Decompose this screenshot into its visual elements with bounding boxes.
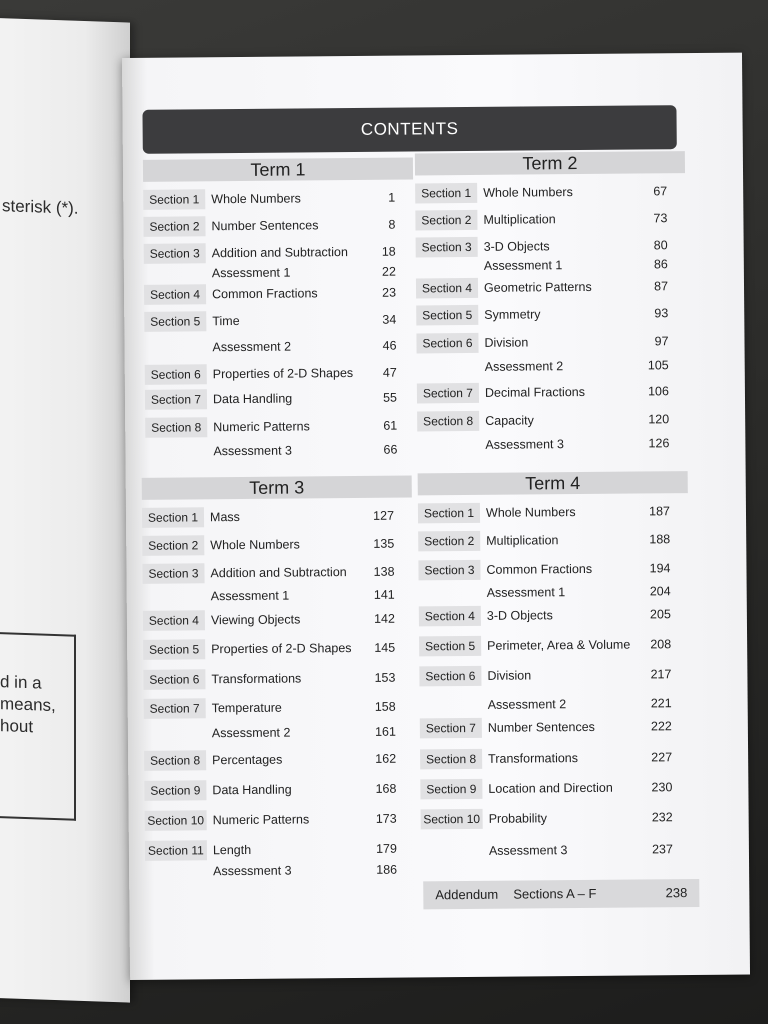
toc-row[interactable] (145, 808, 415, 832)
toc-row[interactable] (142, 533, 412, 557)
toc-row[interactable] (142, 505, 412, 529)
section-label: Section 7 (145, 389, 207, 410)
toc-entry-title: Assessment 1 (210, 588, 290, 604)
section-label: Section 1 (418, 503, 480, 524)
toc-page-number: 47 (382, 365, 397, 380)
section-label: Section 8 (417, 411, 479, 432)
toc-entry-title: Perimeter, Area & Volume (487, 637, 631, 653)
toc-page-number: 127 (373, 508, 395, 523)
toc-entry-title: Division (484, 335, 529, 350)
toc-row[interactable] (419, 664, 689, 688)
section-label: Section 3 (142, 563, 204, 584)
toc-entry-title: Whole Numbers (211, 191, 301, 207)
toc-row[interactable] (419, 604, 689, 628)
section-label: Section 11 (145, 840, 207, 861)
section-label: Section 1 (143, 189, 205, 210)
section-label: Section 10 (421, 809, 483, 830)
toc-entry-title: Assessment 1 (483, 258, 563, 273)
toc-page-number: 230 (651, 780, 673, 795)
contents-page (122, 53, 750, 980)
toc-entry-title: Symmetry (484, 307, 541, 322)
toc-entry-title: Multiplication (483, 212, 556, 227)
toc-row[interactable] (142, 561, 412, 585)
toc-entry-title: Transformations (488, 751, 579, 766)
toc-page-number: 227 (651, 750, 673, 765)
toc-entry-title: Numeric Patterns (212, 812, 310, 828)
term-3 (142, 475, 412, 879)
section-label: Section 5 (416, 305, 478, 326)
toc-row[interactable] (416, 303, 686, 327)
toc-page-number: 138 (373, 564, 395, 579)
toc-page-number: 205 (649, 607, 671, 622)
toc-entry-title: Viewing Objects (210, 612, 301, 628)
addendum-label: Addendum (435, 886, 499, 903)
toc-page-number: 194 (649, 561, 671, 576)
toc-row[interactable] (419, 581, 689, 605)
toc-page-number: 93 (654, 306, 669, 321)
toc-entry-title: Location and Direction (488, 780, 613, 796)
section-label: Section 3 (418, 560, 480, 581)
toc-entry-title: Number Sentences (211, 218, 319, 234)
toc-page-number: 173 (375, 811, 397, 826)
toc-page-number: 34 (382, 312, 397, 327)
toc-entry-title: Assessment 2 (484, 359, 564, 374)
toc-row[interactable] (420, 693, 690, 717)
toc-entry-title: Properties of 2-D Shapes (211, 641, 352, 657)
section-label: Section 5 (144, 311, 206, 332)
addendum-page: 238 (665, 885, 688, 901)
toc-page-number: 221 (650, 696, 672, 711)
toc-row[interactable] (418, 558, 688, 582)
toc-row[interactable] (145, 387, 415, 411)
toc-row[interactable] (418, 529, 688, 553)
toc-entry-title: Whole Numbers (485, 505, 576, 520)
toc-row[interactable] (421, 807, 691, 831)
toc-entry-title: 3-D Objects (486, 608, 553, 623)
toc-entry-title: Geometric Patterns (483, 279, 592, 295)
toc-entry-title: Division (487, 668, 532, 683)
term-4-header: Term 4 (418, 471, 688, 495)
toc-entry-title: 3-D Objects (483, 239, 550, 254)
toc-row[interactable] (143, 214, 413, 238)
toc-entry-title: Percentages (212, 752, 283, 768)
toc-row[interactable] (415, 181, 685, 205)
toc-page-number: 55 (383, 390, 398, 405)
toc-page-number: 66 (383, 442, 398, 457)
toc-page-number: 73 (653, 211, 668, 226)
toc-page-number: 120 (648, 412, 670, 427)
toc-page-number: 145 (374, 640, 396, 655)
section-label: Section 6 (419, 666, 481, 687)
toc-row[interactable] (143, 608, 413, 632)
toc-row[interactable] (416, 254, 686, 278)
section-label: Section 1 (142, 507, 204, 528)
toc-entry-title: Assessment 1 (486, 585, 566, 600)
section-label: Section 5 (419, 636, 481, 657)
toc-entry-title: Data Handling (212, 391, 293, 407)
toc-entry-title: Assessment 1 (211, 265, 291, 281)
toc-entry-title: Numeric Patterns (213, 419, 310, 435)
section-label: Section 4 (143, 610, 205, 631)
contents-title: CONTENTS (142, 105, 676, 154)
toc-page-number: 187 (649, 504, 671, 519)
toc-row[interactable] (144, 778, 414, 802)
toc-page-number: 8 (388, 217, 396, 232)
toc-page-number: 142 (373, 611, 395, 626)
toc-row[interactable] (418, 501, 688, 525)
section-label: Section 7 (420, 718, 482, 739)
toc-row[interactable] (145, 362, 415, 386)
toc-entry-title: Transformations (211, 671, 302, 687)
toc-row[interactable] (420, 747, 690, 771)
toc-row[interactable] (143, 187, 413, 211)
section-label: Section 8 (420, 749, 482, 770)
section-label: Section 6 (416, 333, 478, 354)
toc-row[interactable] (143, 667, 413, 691)
toc-page-number: 1 (388, 190, 396, 205)
toc-entry-title: Addition and Subtraction (211, 245, 348, 261)
toc-page-number: 80 (653, 238, 668, 253)
toc-entry-title: Multiplication (486, 533, 559, 548)
section-label: Section 6 (145, 364, 207, 385)
toc-page-number: 126 (648, 436, 670, 451)
addendum-row[interactable] (423, 879, 699, 909)
toc-row[interactable] (145, 439, 415, 463)
toc-row[interactable] (145, 859, 415, 883)
section-label: Section 2 (415, 210, 477, 231)
toc-page-number: 18 (381, 244, 396, 259)
toc-entry-title: Whole Numbers (483, 185, 573, 200)
toc-page-number: 204 (649, 584, 671, 599)
section-label: Section 7 (417, 383, 479, 404)
toc-row[interactable] (417, 433, 687, 457)
toc-row[interactable] (416, 276, 686, 300)
section-label: Section 9 (144, 780, 206, 801)
section-label: Section 8 (144, 750, 206, 771)
term-1 (143, 157, 413, 459)
toc-page-number: 161 (374, 724, 396, 739)
toc-entry-title: Properties of 2-D Shapes (212, 365, 354, 382)
section-label: Section 8 (145, 417, 207, 438)
toc-entry-title: Mass (209, 509, 240, 525)
toc-page-number: 106 (648, 384, 669, 399)
section-label: Section 6 (143, 669, 205, 690)
section-label: Section 4 (419, 606, 481, 627)
toc-entry-title: Temperature (211, 700, 282, 716)
section-label: Section 3 (416, 237, 478, 258)
addendum-title: Sections A – F (513, 885, 597, 902)
toc-page-number: 186 (376, 862, 398, 877)
section-label: Section 4 (144, 284, 206, 305)
toc-page-number: 46 (382, 338, 397, 353)
toc-row[interactable] (143, 584, 413, 608)
term-2 (415, 151, 685, 452)
section-label: Section 2 (418, 531, 480, 552)
toc-entry-title: Common Fractions (486, 561, 593, 577)
toc-entry-title: Assessment 3 (213, 863, 292, 879)
toc-page-number: 168 (375, 781, 397, 796)
left-page-fragment: means, (0, 694, 56, 716)
term-3-header: Term 3 (142, 475, 412, 499)
toc-row[interactable] (417, 355, 687, 379)
toc-page-number: 188 (649, 532, 671, 547)
toc-row[interactable] (416, 331, 686, 355)
section-label: Section 7 (144, 698, 206, 719)
toc-entry-title: Addition and Subtraction (210, 565, 347, 581)
toc-page-number: 162 (375, 751, 397, 766)
toc-page-number: 208 (650, 637, 672, 652)
toc-entry-title: Probability (488, 811, 548, 826)
toc-page-number: 179 (375, 841, 397, 856)
toc-entry-title: Assessment 2 (487, 697, 567, 712)
toc-page-number: 22 (381, 264, 396, 279)
toc-row[interactable] (144, 282, 414, 306)
left-page-fragment: sterisk (*). (2, 196, 79, 218)
toc-entry-title: Capacity (485, 413, 534, 428)
toc-row[interactable] (421, 839, 691, 863)
toc-page-number: 61 (383, 418, 398, 433)
left-page (0, 17, 130, 1002)
toc-entry-title: Data Handling (212, 782, 292, 798)
term-2-header: Term 2 (415, 151, 685, 175)
toc-row[interactable] (144, 721, 414, 745)
toc-entry-title: Assessment 3 (213, 443, 293, 459)
toc-row[interactable] (144, 748, 414, 772)
toc-page-number: 141 (373, 587, 395, 602)
toc-row[interactable] (420, 777, 690, 801)
toc-entry-title: Common Fractions (212, 286, 318, 302)
toc-row[interactable] (143, 637, 413, 661)
section-label: Section 2 (143, 216, 205, 237)
toc-page-number: 158 (374, 699, 396, 714)
toc-page-number: 87 (654, 279, 669, 294)
toc-page-number: 86 (653, 257, 668, 272)
section-label: Section 2 (142, 535, 204, 556)
section-label: Section 10 (145, 810, 207, 831)
section-label: Section 3 (144, 243, 206, 264)
toc-entry-title: Assessment 2 (212, 339, 292, 355)
left-page-fragment: d in a (0, 672, 42, 693)
toc-entry-title: Number Sentences (487, 719, 595, 735)
toc-page-number: 153 (374, 670, 396, 685)
toc-row[interactable] (144, 309, 414, 333)
section-label: Section 5 (143, 639, 205, 660)
toc-page-number: 67 (653, 184, 668, 199)
toc-row[interactable] (145, 415, 415, 439)
toc-row[interactable] (419, 634, 689, 658)
toc-entry-title: Time (212, 313, 240, 329)
toc-row[interactable] (420, 716, 690, 740)
section-label: Section 9 (420, 779, 482, 800)
toc-row[interactable] (144, 335, 414, 359)
toc-page-number: 232 (651, 810, 673, 825)
term-4 (418, 471, 688, 858)
toc-entry-title: Decimal Fractions (484, 384, 586, 400)
section-label: Section 4 (416, 278, 478, 299)
toc-page-number: 97 (654, 334, 669, 349)
toc-row[interactable] (417, 381, 687, 405)
left-page-fragment: hout (0, 716, 34, 737)
toc-entry-title: Assessment 2 (211, 725, 291, 741)
toc-page-number: 237 (652, 842, 673, 857)
toc-row[interactable] (144, 696, 414, 720)
toc-page-number: 222 (650, 719, 672, 734)
toc-page-number: 105 (647, 358, 669, 373)
toc-page-number: 217 (650, 667, 672, 682)
term-1-header: Term 1 (143, 157, 413, 181)
section-label: Section 1 (415, 183, 477, 204)
toc-entry-title: Length (212, 842, 252, 858)
toc-row[interactable] (415, 208, 685, 232)
toc-entry-title: Whole Numbers (210, 537, 300, 553)
toc-entry-title: Assessment 3 (485, 437, 564, 452)
toc-row[interactable] (417, 409, 687, 433)
toc-entry-title: Assessment 3 (488, 843, 568, 858)
toc-page-number: 135 (373, 536, 395, 551)
toc-page-number: 23 (382, 285, 397, 300)
